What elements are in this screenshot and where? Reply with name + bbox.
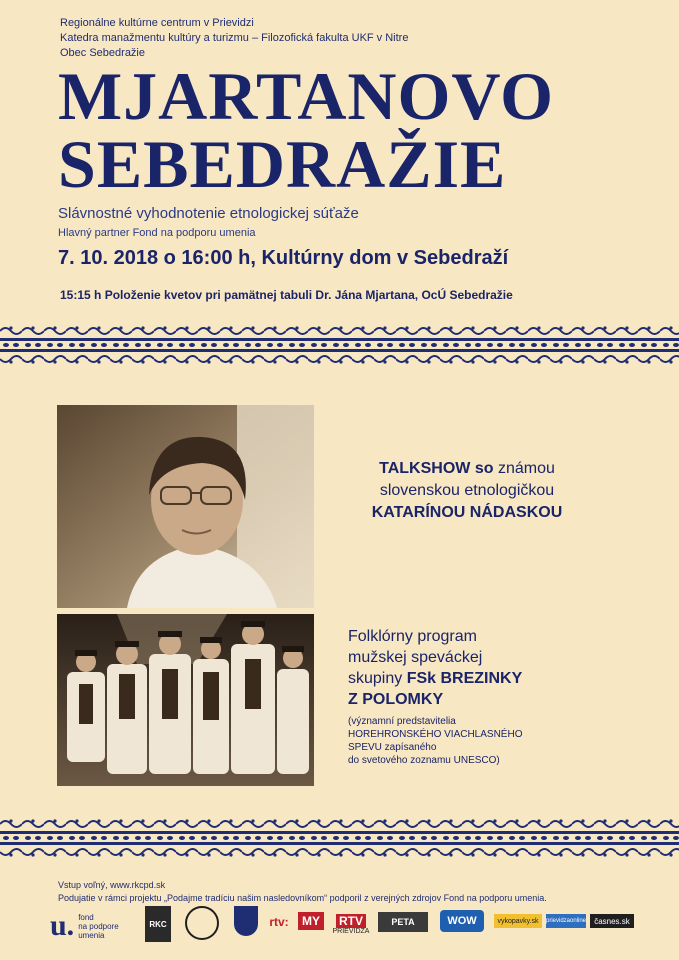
- my-logo: MY: [298, 912, 324, 930]
- vykopavky-logo: vykopavky.sk: [494, 914, 542, 928]
- fpu-text-1: fond: [78, 912, 94, 922]
- talkshow-znamou: známou: [493, 460, 555, 477]
- event-datetime: 7. 10. 2018 o 16:00 h, Kultúrny dom v Sebedraží: [58, 247, 509, 269]
- folk-line-4: Z POLOMKY: [348, 691, 444, 708]
- wreath-laying-line: 15:15 h Položenie kvetov pri pamätnej tabuli Dr. Jána Mjartana, OcÚ Sebedražie: [60, 288, 513, 302]
- folk-note-2: HOREHRONSKÉHO VIACHLASNÉHO: [348, 729, 523, 740]
- folk-group-name: FSk BREZINKY: [406, 670, 523, 687]
- folk-program-text: [348, 626, 568, 710]
- folk-line-3: [348, 668, 568, 689]
- organizer-2: Katedra manažmentu kultúry a turizmu – Filozofická fakulta UKF v Nitre: [60, 32, 409, 44]
- fpu-text-2: na podpore: [78, 921, 119, 931]
- organizer-1: Regionálne kultúrne centrum v Prievidzi: [60, 17, 254, 29]
- talkshow-line-2: slovenskou etnologičkou: [379, 482, 555, 499]
- ornament-band-top: [0, 325, 679, 365]
- prievidzaonline-logo: prievidzaonline: [546, 914, 586, 928]
- fpu-mark: u.: [50, 909, 75, 942]
- rtv-small-logo: rtv:: [269, 915, 289, 929]
- talkshow-text: [342, 458, 592, 524]
- wow-logo: WOW: [440, 910, 484, 932]
- folk-note-1: (významní predstavitelia: [348, 716, 456, 727]
- rtv-big: RTV: [336, 914, 366, 928]
- folk-note-4: do svetového zoznamu UNESCO): [348, 755, 500, 766]
- subtitle: Slávnostné vyhodnotenie etnologickej súťaže: [58, 205, 359, 222]
- folk-note-3a: SPEVU: [348, 742, 382, 753]
- folk-note-3b: zapísaného: [381, 742, 437, 753]
- folk-skupiny: skupiny: [348, 670, 407, 687]
- entry-line: Vstup voľný, www.rkcpd.sk: [58, 880, 166, 890]
- peta-logo: PETA: [378, 912, 428, 932]
- folk-note: [348, 715, 568, 767]
- organizer-3: Obec Sebedražie: [60, 47, 145, 59]
- portrait-photo: [57, 405, 314, 608]
- rtv-prievidza-logo: [330, 910, 372, 938]
- fpu-text-3: umenia: [78, 930, 105, 940]
- ukf-seal-logo: [185, 906, 219, 940]
- rkc-logo: RKC: [145, 906, 171, 942]
- talkshow-word: TALKSHOW: [379, 460, 471, 477]
- title-line-1: MJARTANOVO: [58, 58, 555, 134]
- ornament-band-bottom: [0, 818, 679, 858]
- rtv-sub: PRIEVIDZA: [332, 927, 370, 935]
- support-line: Podujatie v rámci projektu „Podajme tradíciu našim nasledovníkom“ podporil z verejných zdrojov Fond na podporu umenia.: [58, 893, 547, 903]
- folk-group-photo: [57, 614, 314, 786]
- title-line-2: SEBEDRAŽIE: [58, 126, 507, 202]
- talkshow-guest-name: KATARÍNOU NÁDASKOU: [371, 504, 563, 521]
- folk-line-2: mužskej speváckej: [348, 649, 483, 666]
- talkshow-so: so: [470, 460, 494, 477]
- talkshow-line-1: [342, 458, 592, 480]
- folk-line-1: Folklórny program: [348, 628, 477, 645]
- fpu-text: [78, 913, 118, 940]
- folk-note-3: [348, 741, 568, 754]
- sebedrazie-coat-of-arms: [234, 906, 258, 936]
- fpu-logo: [50, 906, 135, 946]
- casnes-logo: časnes.sk: [590, 914, 634, 928]
- partner-line: Hlavný partner Fond na podporu umenia: [58, 227, 256, 239]
- sponsor-logos: [50, 906, 640, 950]
